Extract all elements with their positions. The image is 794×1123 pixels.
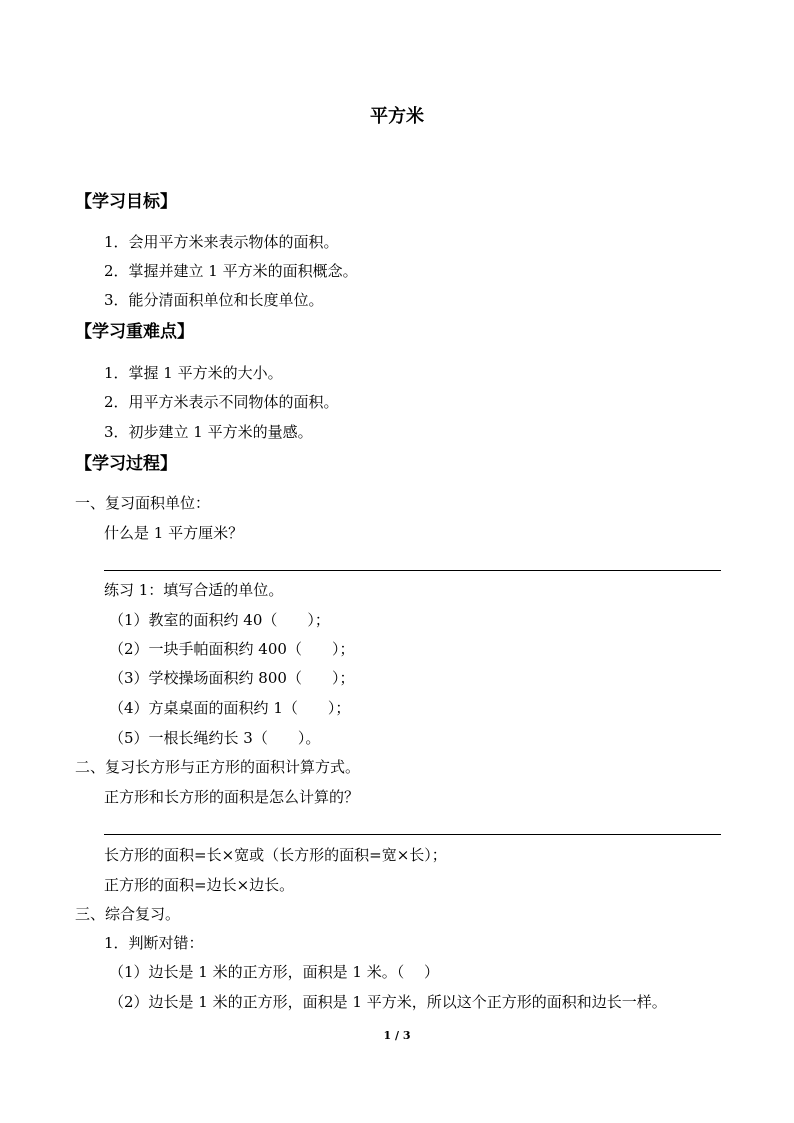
page-title: 平方米 [370, 106, 424, 127]
section-title: 二、复习长方形与正方形的面积计算方式。 [75, 758, 361, 776]
answer-line [104, 570, 721, 571]
answer-line [104, 834, 721, 835]
exercise-title: 练习 1：填写合适的单位。 [104, 581, 284, 599]
answer-text: 长方形的面积=长×宽或（长方形的面积=宽×长）； [104, 846, 447, 864]
answer-text: 正方形的面积=边长×边长。 [104, 876, 295, 894]
exercise-item: （1）教室的面积约 40（ ）； [109, 611, 330, 629]
sub-title: 1．判断对错： [104, 934, 204, 952]
objective-item: 1．会用平方米来表示物体的面积。 [104, 233, 339, 251]
objectives-heading: 【学习目标】 [75, 192, 177, 212]
judge-item: （1）边长是 1 米的正方形，面积是 1 米。（ ） [109, 963, 439, 981]
page-number: 1 / 3 [383, 1029, 411, 1042]
exercise-item: （2）一块手帕面积约 400（ ）； [109, 640, 355, 658]
section-title: 一、复习面积单位： [75, 494, 211, 512]
exercise-item: （4）方桌桌面的面积约 1（ ）； [109, 699, 351, 717]
key-points-heading: 【学习重难点】 [75, 322, 194, 342]
exercise-item: （5）一根长绳约长 3（ ）。 [109, 729, 321, 747]
section-title: 三、综合复习。 [75, 905, 181, 923]
process-heading: 【学习过程】 [75, 454, 177, 474]
exercise-item: （3）学校操场面积约 800（ ）； [109, 669, 355, 687]
key-point-item: 3．初步建立 1 平方米的量感。 [104, 423, 313, 441]
key-point-item: 1．掌握 1 平方米的大小。 [104, 364, 283, 382]
judge-item: （2）边长是 1 米的正方形，面积是 1 平方米，所以这个正方形的面积和边长一样。 [109, 993, 667, 1011]
question: 什么是 1 平方厘米？ [104, 524, 244, 542]
key-point-item: 2．用平方米表示不同物体的面积。 [104, 393, 339, 411]
objective-item: 2．掌握并建立 1 平方米的面积概念。 [104, 262, 358, 280]
objective-item: 3．能分清面积单位和长度单位。 [104, 291, 324, 309]
question: 正方形和长方形的面积是怎么计算的？ [104, 788, 360, 806]
